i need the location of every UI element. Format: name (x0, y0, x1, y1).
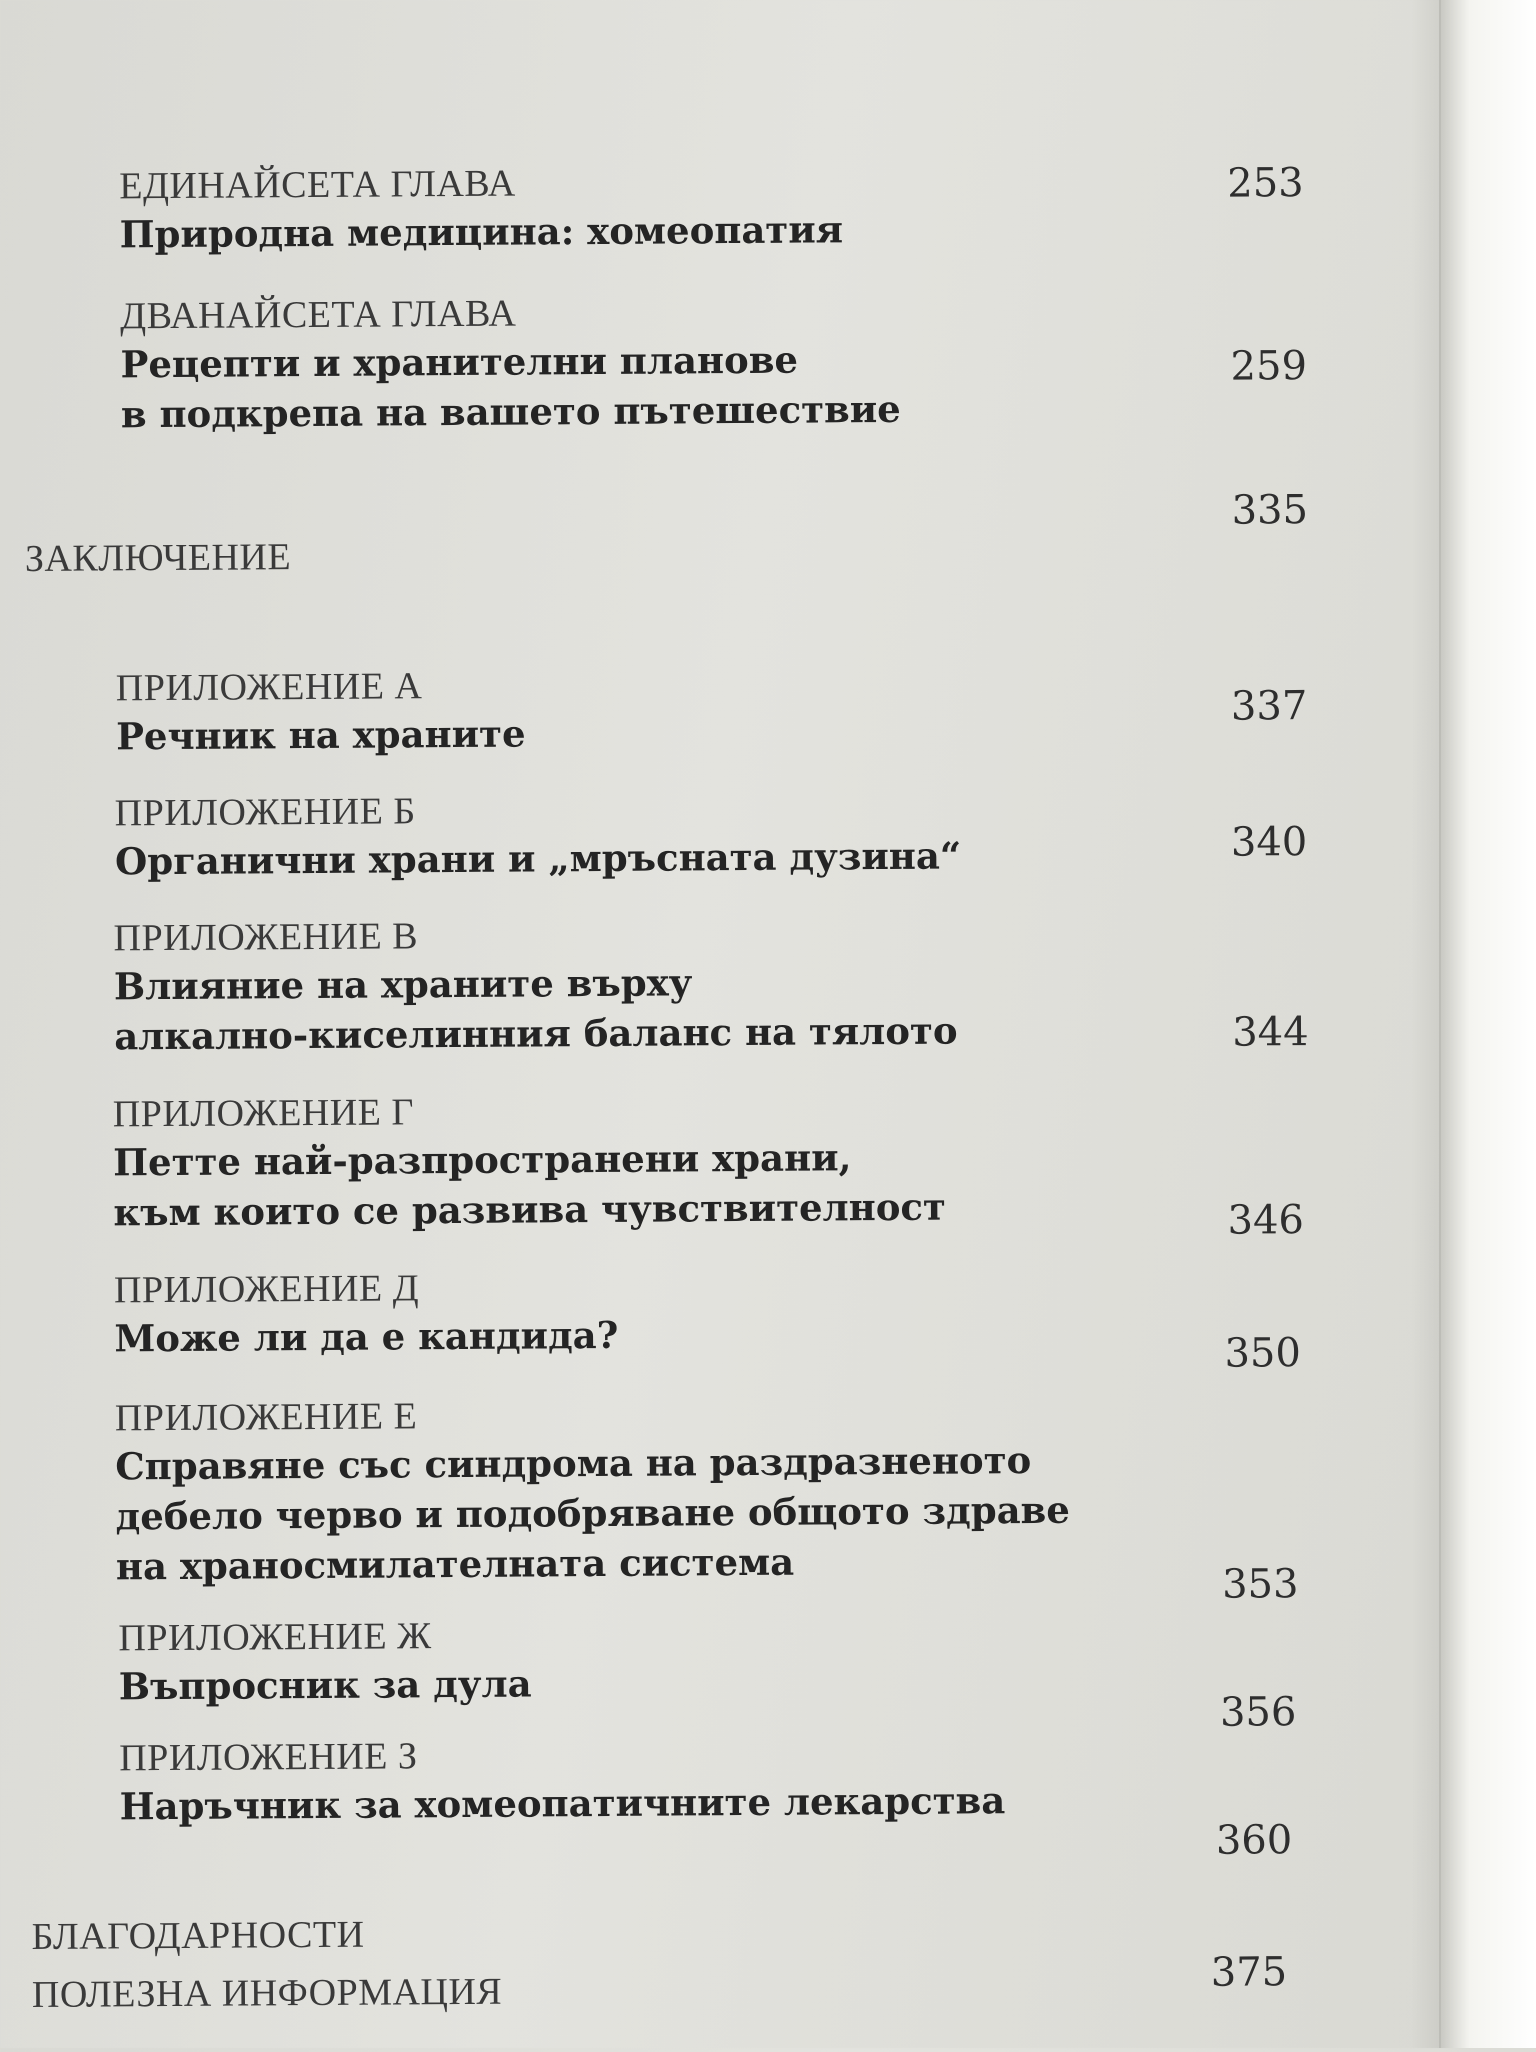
toc-entry-chapter-12 (120, 288, 901, 439)
toc-title: Наръчник за хомеопатичните лекарства (119, 1778, 1006, 1829)
toc-heading: ПРИЛОЖЕНИЕ Б (114, 790, 416, 835)
toc-page-number: 344 (1232, 1009, 1309, 1056)
toc-title: Природна медицина: хомеопатия (119, 207, 844, 257)
toc-entry-useful-info (32, 1969, 503, 2018)
toc-page-number: 340 (1230, 819, 1308, 866)
toc-heading: ПРИЛОЖЕНИЕ А (115, 665, 423, 710)
toc-entry-chapter-11 (119, 158, 843, 259)
toc-entry-appendix-z (119, 1729, 1005, 1831)
toc-page-number: 350 (1224, 1330, 1302, 1377)
toc-heading: ЕДИНАЙСЕТА ГЛАВА (119, 162, 516, 208)
toc-title: Рецепти и хранителни планове (120, 337, 799, 387)
toc-heading: ПРИЛОЖЕНИЕ З (119, 1735, 418, 1780)
toc-title: на храносмилателната система (115, 1539, 795, 1589)
toc-page-number: 259 (1230, 343, 1308, 390)
toc-page-number: 335 (1231, 487, 1309, 534)
toc-page-number: 253 (1227, 160, 1304, 207)
toc-heading: ПРИЛОЖЕНИЕ Е (114, 1395, 418, 1440)
toc-heading: ПРИЛОЖЕНИЕ Г (112, 1091, 415, 1136)
toc-title: Органични храни и „мръсната дузина“ (114, 833, 962, 884)
toc-entry-appendix-v (113, 910, 957, 1062)
toc-title: Речник на храните (115, 711, 526, 759)
toc-page-number: 360 (1215, 1817, 1293, 1864)
toc-page-number: 353 (1221, 1561, 1299, 1608)
toc-page-number: 337 (1230, 683, 1308, 730)
toc-heading: БЛАГОДАРНОСТИ (31, 1913, 365, 1958)
toc-entry-appendix-zh (118, 1612, 531, 1711)
toc-title: Петте най-разпространени храни, (112, 1135, 852, 1185)
toc-heading: ПРИЛОЖЕНИЕ В (113, 915, 419, 960)
toc-title: Влияние на храните върху (113, 960, 693, 1009)
toc-page-number: 356 (1219, 1689, 1297, 1736)
toc-entry-appendix-e (115, 1389, 1071, 1592)
toc-heading: ПРИЛОЖЕНИЕ Д (113, 1267, 420, 1312)
toc-title: към които се развива чувствителност (113, 1184, 947, 1235)
toc-entry-appendix-d (114, 1264, 619, 1364)
toc-entry-conclusion (25, 534, 292, 582)
toc-title: Въпросник за дула (118, 1661, 532, 1709)
toc-heading: ДВАНАЙСЕТА ГЛАВА (120, 292, 517, 338)
toc-heading: ПРИЛОЖЕНИЕ Ж (118, 1615, 432, 1660)
toc-page-number: 375 (1210, 1949, 1288, 1996)
toc-title: в подкрепа на вашето пътешествие (120, 386, 901, 437)
toc-page-number: 346 (1227, 1197, 1305, 1244)
toc-entry-appendix-g (113, 1086, 946, 1238)
toc-entry-appendix-b (115, 784, 962, 886)
toc-entry-appendix-a (116, 663, 526, 762)
toc-title: алкално-киселинния баланс на тялото (114, 1008, 958, 1059)
toc-title: Може ли да е кандида? (114, 1312, 619, 1361)
toc-heading: ЗАКЛЮЧЕНИЕ (24, 536, 292, 581)
toc-title: Справяне със синдрома на раздразненото (115, 1438, 1032, 1489)
toc-title: дебело черво и подобряване общото здраве (115, 1487, 1070, 1539)
toc-heading: ПОЛЕЗНА ИНФОРМАЦИЯ (31, 1970, 503, 2016)
toc-entry-acknowledgements (31, 1912, 364, 1960)
